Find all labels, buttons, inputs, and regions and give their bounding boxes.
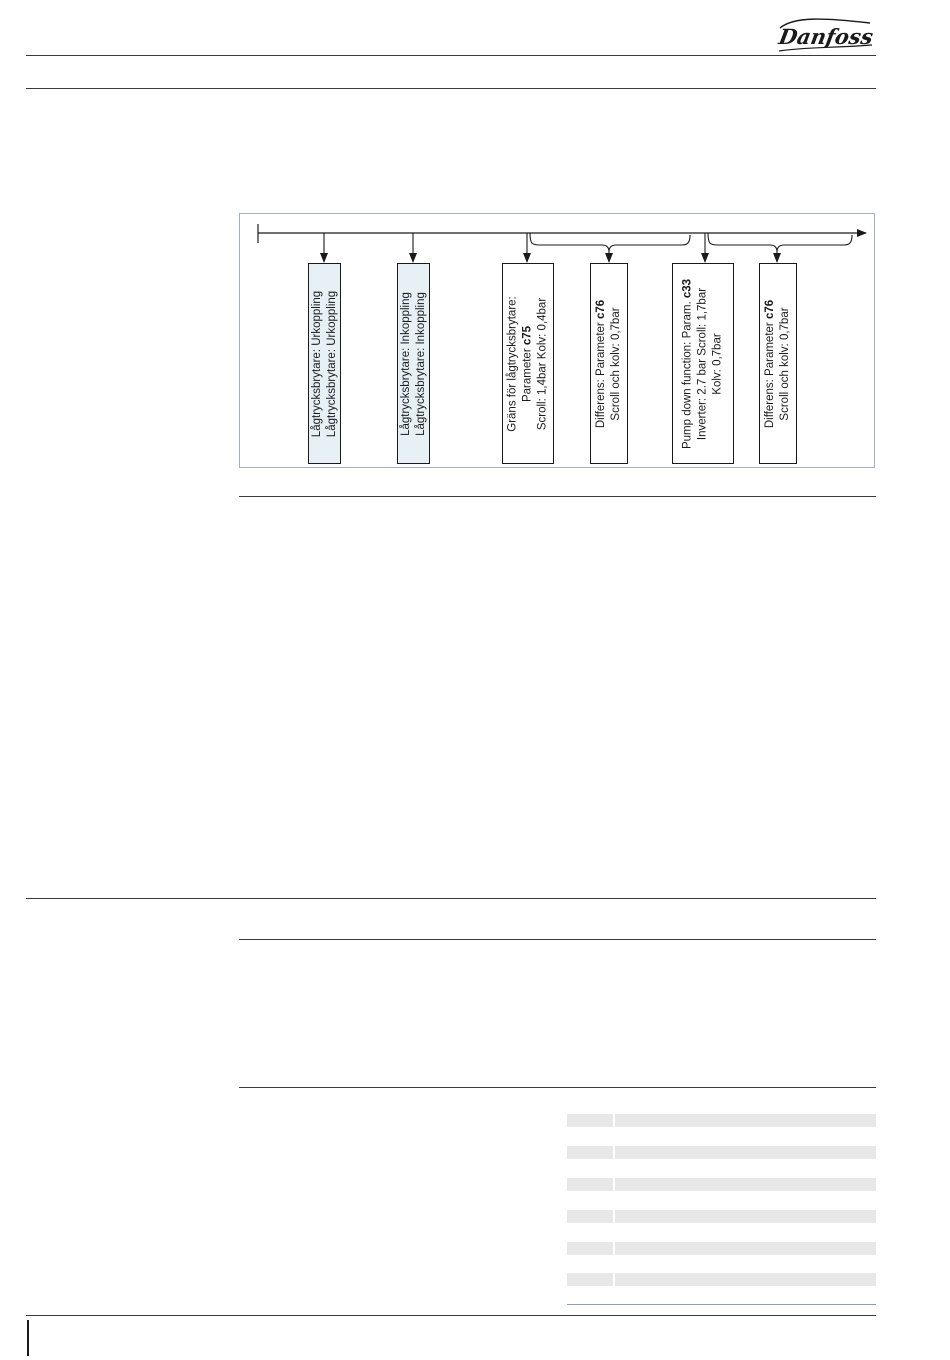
box-line: Lågtrycksbrytare: Urkoppling xyxy=(325,290,338,437)
low-pressure-switch-diagram xyxy=(239,213,875,468)
danfoss-logo xyxy=(774,14,878,56)
section-rule-4 xyxy=(239,1087,876,1088)
box-line: Differens: Parameter c76 xyxy=(595,299,607,428)
box-text xyxy=(399,292,429,436)
box-line: Lågtrycksbrytare: Inkoppling xyxy=(399,291,412,436)
box-line: Scroll: 1,4bar Kolv: 0,4bar xyxy=(536,297,549,430)
box-line: Differens: Parameter c76 xyxy=(764,299,776,428)
box-text xyxy=(506,296,551,431)
box-lp-cutin xyxy=(397,263,430,464)
parameter-code: c76 xyxy=(764,299,776,319)
box-line: Lågtrycksbrytare: Inkoppling xyxy=(414,291,427,436)
box-line: Scroll och kolv: 0,7bar xyxy=(779,306,791,421)
box-text xyxy=(681,278,726,448)
header-rule-second xyxy=(26,88,876,89)
brace-diff-1 xyxy=(530,233,690,252)
parameter-code: c33 xyxy=(681,278,694,298)
section-rule-1 xyxy=(239,496,876,497)
section-rule-3 xyxy=(239,939,876,940)
parameter-code: c76 xyxy=(595,299,607,319)
box-line: Parameter c75 xyxy=(521,325,534,402)
box-diff-1 xyxy=(590,263,628,464)
box-text xyxy=(763,299,793,427)
table-row xyxy=(567,1178,876,1191)
box-pump-down xyxy=(672,263,734,464)
header-rule-top xyxy=(26,55,876,56)
footer-rule xyxy=(26,1315,876,1316)
box-text xyxy=(310,290,340,436)
table-row xyxy=(567,1114,876,1127)
box-line: Gräns för lågtrycksbrytare: xyxy=(506,295,519,432)
brace-diff-2 xyxy=(708,233,852,252)
box-line: Kolv: 0,7bar xyxy=(711,332,724,395)
box-line: Scroll och kolv: 0,7bar xyxy=(610,306,622,421)
box-lp-cutout xyxy=(308,263,341,464)
table-row xyxy=(567,1242,876,1255)
table-row xyxy=(567,1273,876,1286)
table-row xyxy=(567,1146,876,1159)
table-row xyxy=(567,1210,876,1223)
box-text xyxy=(594,299,624,427)
box-diff-2 xyxy=(759,263,797,464)
box-line: Inverter: 2.7 bar Scroll: 1,7bar xyxy=(696,287,709,440)
svg-text:Danfoss: Danfoss xyxy=(776,24,876,49)
section-rule-2 xyxy=(26,898,876,899)
box-line: Pump down function: Param. c33 xyxy=(681,278,694,449)
box-line: Lågtrycksbrytare: Urkoppling xyxy=(310,290,323,437)
table-bottom-rule xyxy=(567,1304,876,1305)
box-lp-limit xyxy=(502,263,554,464)
parameter-code: c75 xyxy=(521,325,534,345)
footer-margin-bar xyxy=(27,1320,29,1356)
